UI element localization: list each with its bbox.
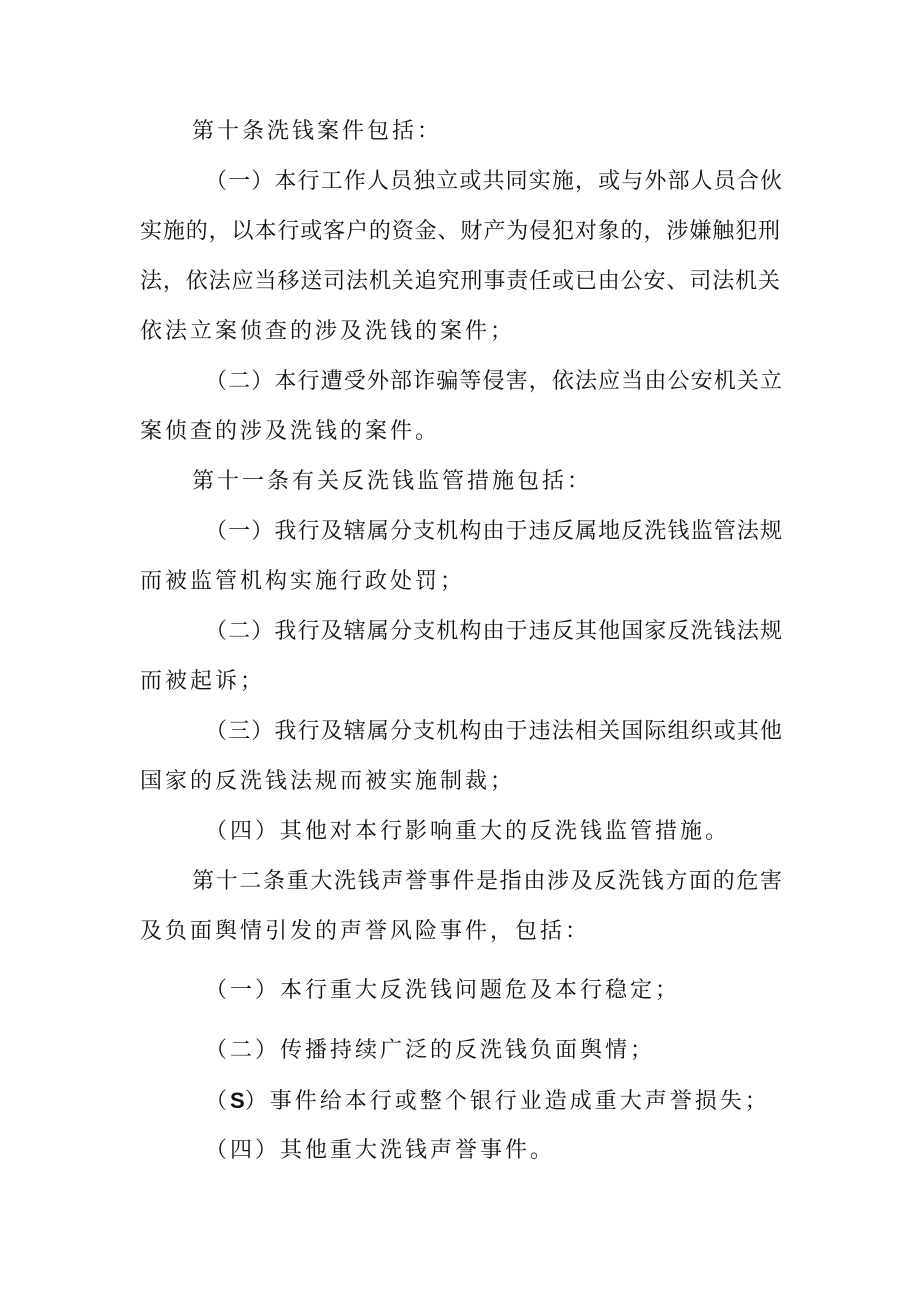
article-12-heading-line-2: 及负面舆情引发的声誉风险事件，包括：: [140, 919, 591, 944]
article-12-item-3-open-paren: （: [205, 1089, 231, 1114]
article-11-item-3-line-1: （三）我行及辖属分支机构由于违法相关国际组织或其他: [205, 719, 782, 744]
article-11-item-4: （四）其他对本行影响重大的反洗钱监管措施。: [205, 819, 731, 844]
article-12-item-2: （二）传播持续广泛的反洗钱负面舆情；: [205, 1038, 656, 1063]
article-12-item-1: （一）本行重大反洗钱问题危及本行稳定；: [205, 978, 681, 1003]
article-10-item-1-line-1: （一）本行工作人员独立或共同实施，或与外部人员合伙: [205, 169, 782, 194]
article-11-item-2-line-1: （二）我行及辖属分支机构由于违反其他国家反洗钱法规: [205, 619, 782, 644]
article-11-heading: 第十一条有关反洗钱监管措施包括：: [192, 469, 593, 494]
article-12-item-3-s-mark: S: [230, 1088, 245, 1113]
article-10-heading: 第十条洗钱案件包括：: [192, 119, 443, 144]
article-11-item-2-line-2: 而被起诉；: [140, 669, 266, 694]
article-10-item-1-line-3: 法，依法应当移送司法机关追究刑事责任或已由公安、司法机关: [140, 269, 780, 294]
article-10-item-1-line-4: 依法立案侦查的涉及洗钱的案件；: [140, 319, 516, 344]
article-10-item-2-line-2: 案侦查的涉及洗钱的案件。: [140, 419, 441, 444]
article-12-heading-line-1: 第十二条重大洗钱声誉事件是指由涉及反洗钱方面的危害: [192, 869, 782, 894]
article-11-item-1-line-2: 而被监管机构实施行政处罚；: [140, 569, 466, 594]
article-12-item-4: （四）其他重大洗钱声誉事件。: [205, 1138, 556, 1163]
article-10-item-1-line-2: 实施的，以本行或客户的资金、财产为侵犯对象的，涉嫌触犯刑: [140, 219, 780, 244]
article-11-item-3-line-2: 国家的反洗钱法规而被实施制裁；: [140, 769, 516, 794]
article-12-item-3-text: ）事件给本行或整个银行业造成重大声誉损失；: [244, 1089, 770, 1114]
article-10-item-2-line-1: （二）本行遭受外部诈骗等侵害，依法应当由公安机关立: [205, 369, 782, 394]
article-12-item-3: [205, 1086, 770, 1117]
article-11-item-1-line-1: （一）我行及辖属分支机构由于违反属地反洗钱监管法规: [205, 519, 782, 544]
